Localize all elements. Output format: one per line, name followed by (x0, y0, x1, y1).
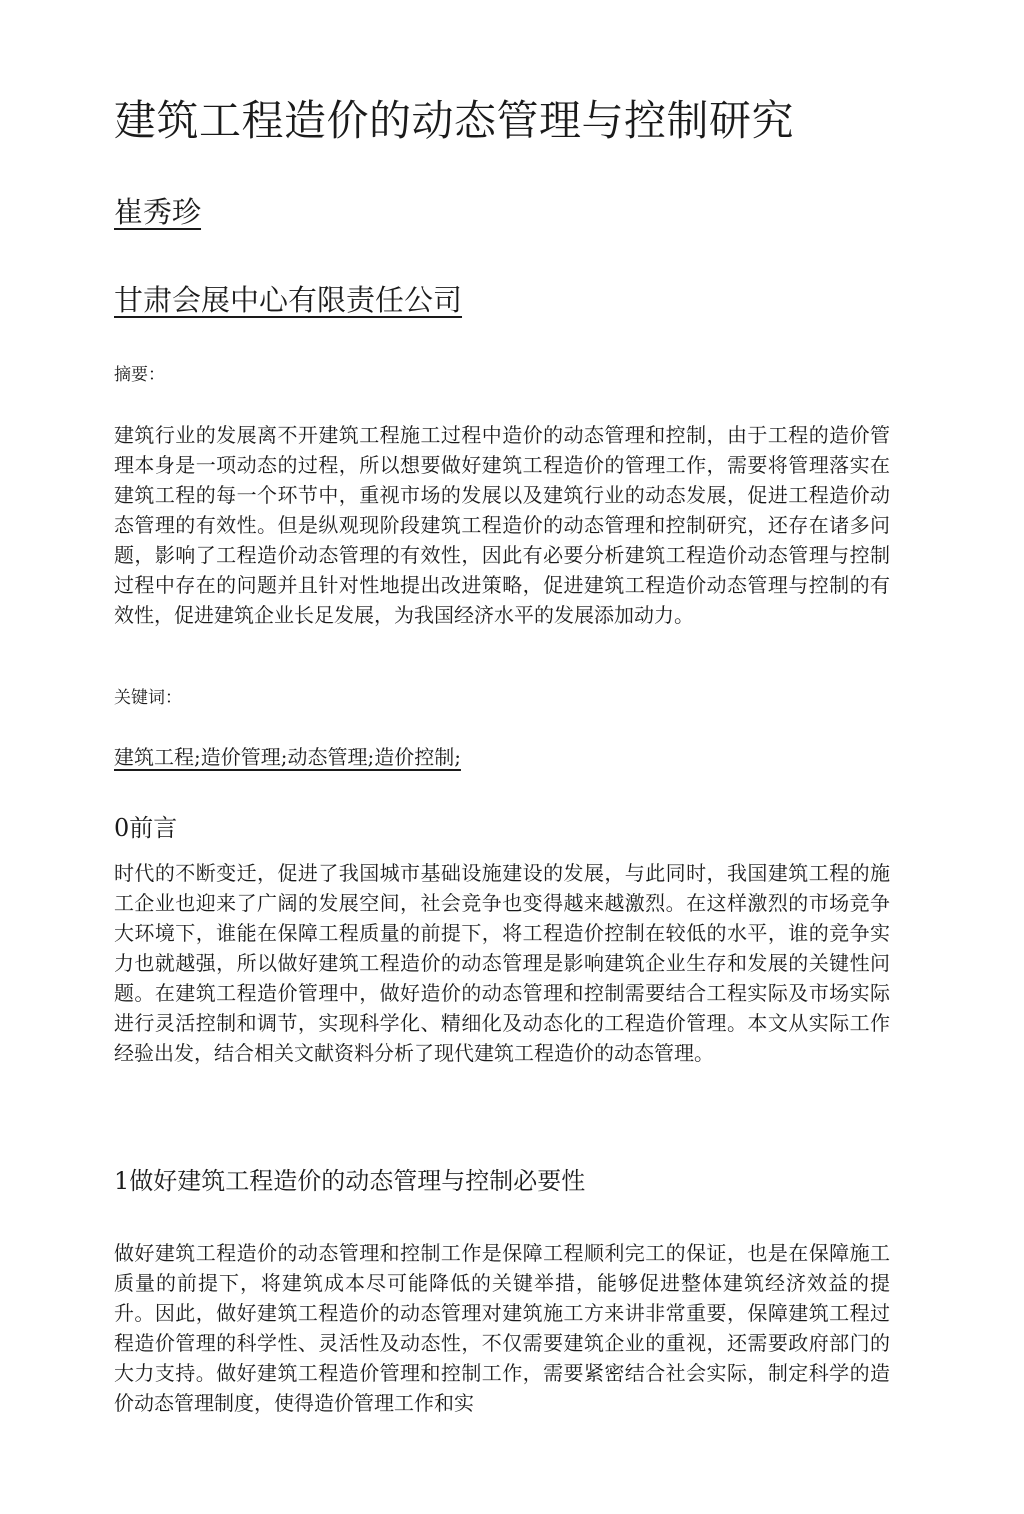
affiliation-link[interactable]: 甘肃会展中心有限责任公司 (114, 283, 463, 317)
keywords-links[interactable]: 建筑工程;造价管理;动态管理;造价控制; (114, 745, 461, 769)
author-link[interactable]: 崔秀珍 (114, 195, 202, 229)
abstract-text: 建筑行业的发展离不开建筑工程施工过程中造价的动态管理和控制，由于工程的造价管理本身是一项动态的过程，所以想要做好建筑工程造价的管理工作，需要将管理落实在建筑工程的每一个环节中，重视市场的发展以及建筑行业的动态发展，促进工程造价动态管理的有效性。但是纵观现阶段建筑工程造价的动态管理和控制研究，还存在诸多问题，影响了工程造价动态管理的有效性，因此有必要分析建筑工程造价动态管理与控制过程中存在的问题并且针对性地提出改进策略，促进建筑工程造价动态管理与控制的有效性，促进建筑企业长足发展，为我国经济水平的发展添加动力。 (114, 423, 890, 627)
section-heading-intro: 0前言 (114, 814, 178, 842)
keywords-label: 关键词： (114, 688, 182, 708)
section-heading-necessity: 1做好建筑工程造价的动态管理与控制必要性 (114, 1167, 586, 1195)
section-text-necessity: 做好建筑工程造价的动态管理和控制工作是保障工程顺利完工的保证，也是在保障施工质量的前提下，将建筑成本尽可能降低的关键举措，能够促进整体建筑经济效益的提升。因此，做好建筑工程造价的动态管理对建筑施工方来讲非常重要，保障建筑工程过程造价管理的科学性、灵活性及动态性，不仅需要建筑企业的重视，还需要政府部门的大力支持。做好建筑工程造价管理和控制工作，需要紧密结合社会实际，制定科学的造价动态管理制度，使得造价管理工作和实 (114, 1241, 890, 1415)
abstract-label: 摘要： (114, 365, 165, 385)
section-text-intro: 时代的不断变迁，促进了我国城市基础设施建设的发展，与此同时，我国建筑工程的施工企业也迎来了广阔的发展空间，社会竞争也变得越来越激烈。在这样激烈的市场竞争大环境下，谁能在保障工程质量的前提下，将工程造价控制在较低的水平，谁的竞争实力也就越强，所以做好建筑工程造价的动态管理是影响建筑企业生存和发展的关键性问题。在建筑工程造价管理中，做好造价的动态管理和控制需要结合工程实际及市场实际进行灵活控制和调节，实现科学化、精细化及动态化的工程造价管理。本文从实际工作经验出发，结合相关文献资料分析了现代建筑工程造价的动态管理。 (114, 861, 890, 1065)
paper-title: 建筑工程造价的动态管理与控制研究 (114, 96, 795, 145)
